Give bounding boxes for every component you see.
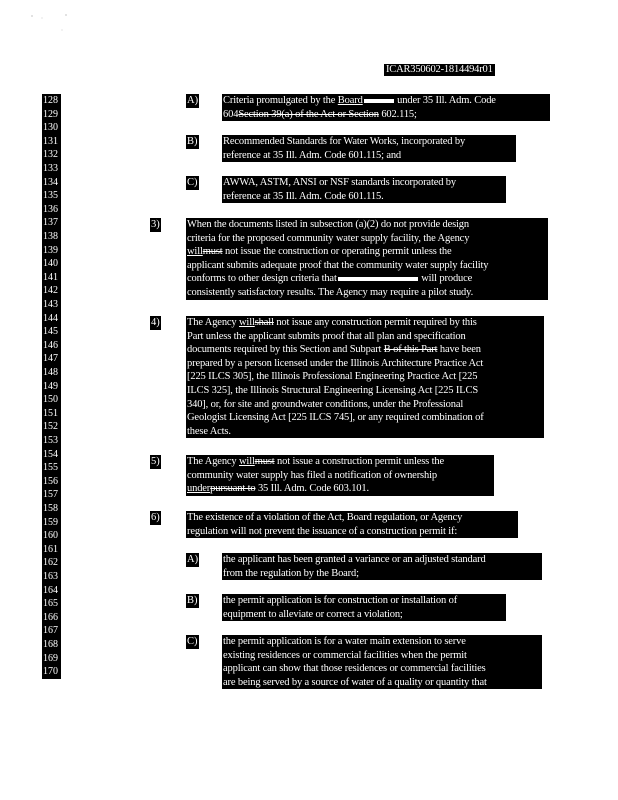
line-number: 154 [42,448,61,462]
item-c-text: AWWA, ASTM, ANSI or NSF standards incorporated by reference at 35 Ill. Adm. Code 601.115. [222,176,506,203]
line-number: 142 [42,284,61,298]
line-number: 170 [42,665,61,679]
subsection-4-marker: 4) [151,317,160,328]
line-number: 139 [42,244,61,258]
item-6a-text: the applicant has been granted a variance or an adjusted standard from the regulation by the Board; [222,553,542,580]
subsection-3-text: When the documents listed in subsection (a)(2) do not provide design criteria for the proposed community water supply facility, the Agency willmust not issue the construction or operating permit unless the applicant submits adequate proof that the community water supply facility conforms to other design criteria that will produce consistently satisfactory results. The Agency may require a pilot study. [186,218,548,300]
line-number: 147 [42,352,61,366]
line-number: 128 [42,94,61,108]
item-6c-marker: C) [187,636,198,647]
line-number: 163 [42,570,61,584]
line-number: 134 [42,176,61,190]
item-6a-marker: A) [187,554,199,565]
redaction-mark [364,99,394,103]
line-number: 140 [42,257,61,271]
line-number: 136 [42,203,61,217]
line-number: 138 [42,230,61,244]
line-number: 162 [42,556,61,570]
line-number: 164 [42,584,61,598]
line-number: 155 [42,461,61,475]
subsection-3-marker: 3) [151,219,160,230]
line-number: 141 [42,271,61,285]
item-6b-marker: B) [187,595,198,606]
line-number: 156 [42,475,61,489]
line-number: 146 [42,339,61,353]
line-number: 143 [42,298,61,312]
subsection-6-text: The existence of a violation of the Act, Board regulation, or Agency regulation will not prevent the issuance of a construction permit if: [186,511,518,538]
line-number: 160 [42,529,61,543]
item-c-marker: C) [187,177,198,188]
line-number: 158 [42,502,61,516]
subsection-4-text: The Agency willshall not issue any construction permit required by this Part unless the applicant submits proof that all plan and specification documents required by this Section and Subpart B of this Part have been prepared by a person licensed under the Illinois Architecture Practice Act [225 ILCS 305], the Illinois Professional Engineering Practice Act [225 ILCS 325], the Illinois Structural Engineering Licensing Act [225 ILCS 340], or, for site and groundwater conditions, under the Professional Geologist Licensing Act [225 ILCS 745], or any required combination of these Acts. [186,316,544,438]
line-number: 169 [42,652,61,666]
subsection-5-marker: 5) [151,456,160,467]
line-number: 152 [42,420,61,434]
item-b-marker: B) [187,136,198,147]
line-number: 135 [42,189,61,203]
line-number: 132 [42,148,61,162]
line-number: 151 [42,407,61,421]
line-number: 131 [42,135,61,149]
line-number: 161 [42,543,61,557]
line-number: 159 [42,516,61,530]
line-number: 144 [42,312,61,326]
line-number: 153 [42,434,61,448]
line-number: 150 [42,393,61,407]
line-number: 148 [42,366,61,380]
item-a-text: Criteria promulgated by the Board under 35 Ill. Adm. Code 604Section 39(a) of the Act or Section 602.115; [222,94,550,121]
line-number: 130 [42,121,61,135]
line-number: 168 [42,638,61,652]
scan-speck-mark [28,12,76,36]
line-number: 149 [42,380,61,394]
line-number: 167 [42,624,61,638]
item-b-text: Recommended Standards for Water Works, incorporated by reference at 35 Ill. Adm. Code 601.115; and [222,135,516,162]
line-number: 157 [42,488,61,502]
redaction-mark [338,277,418,281]
line-number: 165 [42,597,61,611]
item-6c-text: the permit application is for a water main extension to serve existing residences or commercial facilities when the permit applicant can show that those residences or commercial facilities are being served by a source of water of a quality or quantity that [222,635,542,689]
item-6b-text: the permit application is for construction or installation of equipment to alleviate or correct a violation; [222,594,506,621]
item-a-marker: A) [187,95,199,106]
subsection-5-text: The Agency willmust not issue a construction permit unless the community water supply has filed a notification of ownership underpursuant to 35 Ill. Adm. Code 603.101. [186,455,494,496]
subsection-6-marker: 6) [151,512,160,523]
line-number: 129 [42,108,61,122]
line-number: 133 [42,162,61,176]
document-id: ICAR350602-1814494r01 [386,64,493,75]
line-number: 166 [42,611,61,625]
line-number: 137 [42,216,61,230]
line-number: 145 [42,325,61,339]
